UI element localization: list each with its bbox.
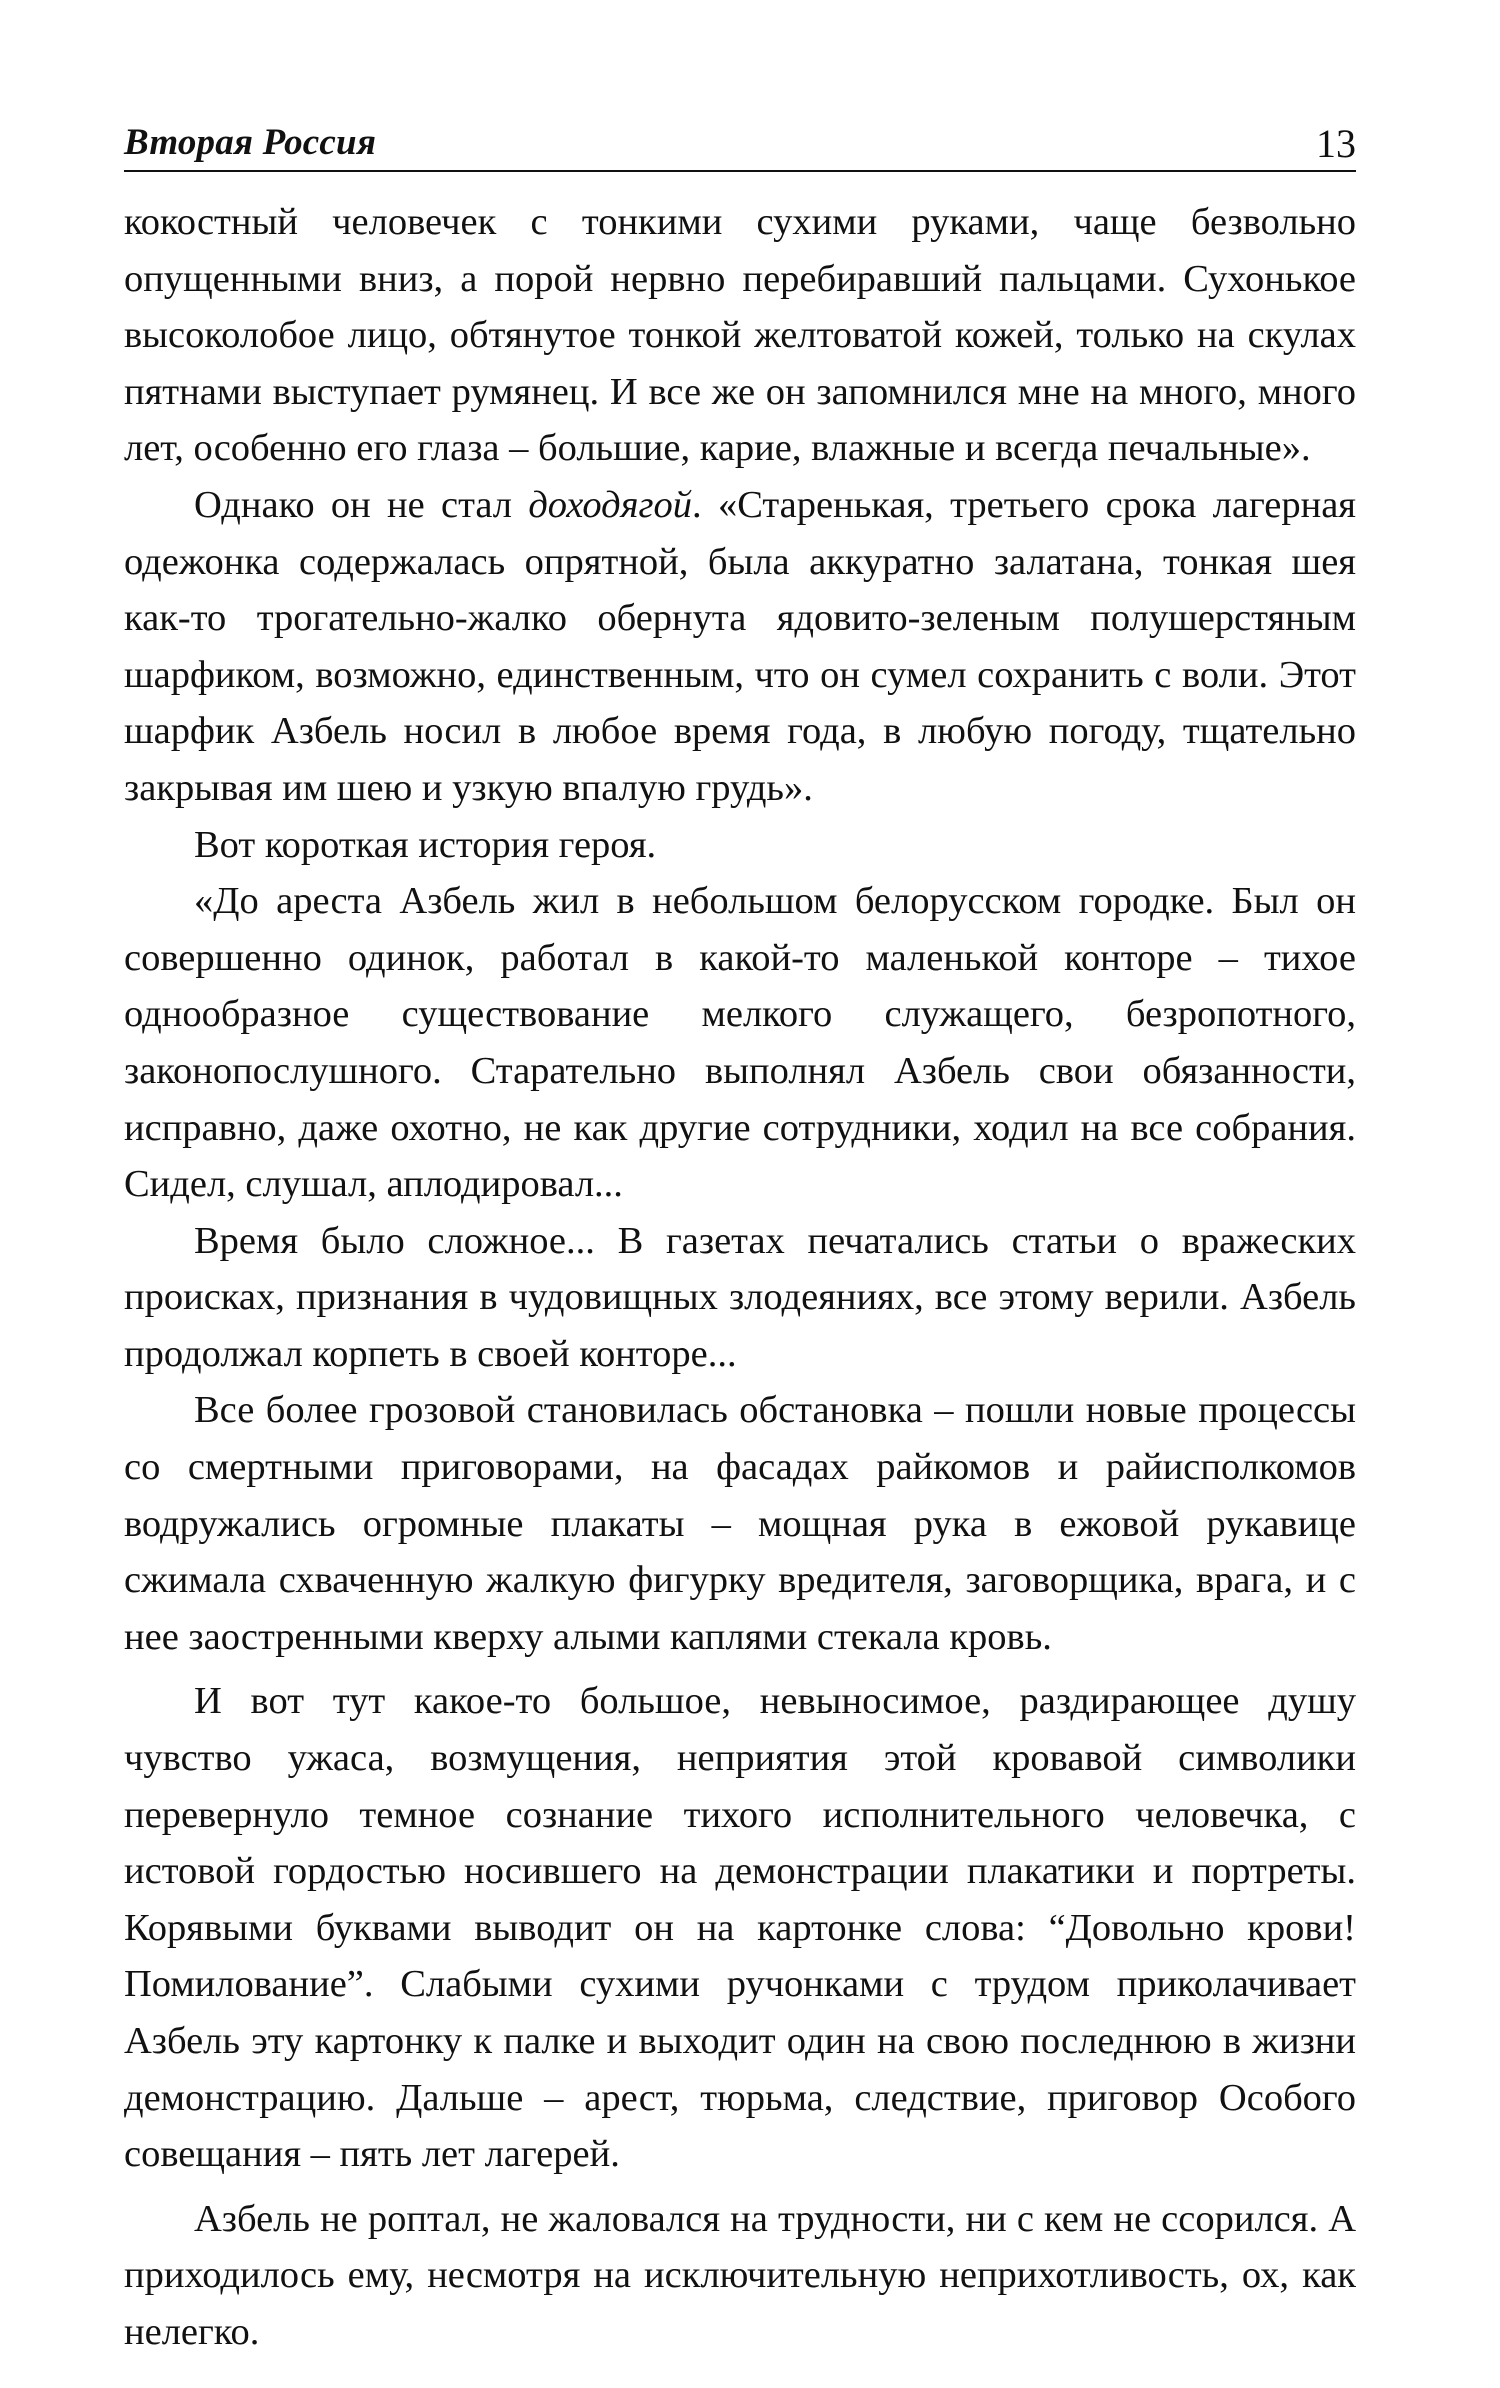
paragraph-1: кокостный человечек с тонкими сухими руками, чаще безвольно опущенными вниз, а порой нервно перебиравший пальцами. Сухонькое высоколобое лицо, обтянутое тонкой желтоватой кожей, только на скулах пятнами выступает румянец. И все же он запомнился мне на много, много лет, особенно его глаза – большие, карие, влажные и всегда печальные». [124, 201, 1356, 470]
paragraph-6: Все более грозовой становилась обстановка – пошли новые процессы со смертными приговорами, на фасадах райкомов и райисполкомов водружались огромные плакаты – мощная рука в ежовой рукавице сжимала схваченную жалкую фигурку вредителя, заговорщика, врага, и с нее заостренными кверху алыми каплями стекала кровь. [124, 1389, 1356, 1658]
paragraph-2-rest: . «Старенькая, третьего срока лагерная одежонка содержалась опрятной, была аккуратно залатана, тонкая шея как-то трогательно-жалко обернута ядовито-зеленым полушерстяным шарфиком, возможно, единственным, что он сумел сохранить с воли. Этот шарфик Азбель носил в любое время года, в любую погоду, тщательно закрывая им шею и узкую впалую грудь». [124, 483, 1356, 809]
paragraph-2-start: Однако он не стал [194, 483, 529, 526]
page-number: 13 [1316, 121, 1356, 166]
paragraph-2 [124, 477, 1356, 817]
paragraph-2-emphasis: доходягой [528, 483, 693, 526]
body-text [124, 194, 1356, 2361]
running-head [124, 100, 1356, 172]
book-page [124, 100, 1356, 2361]
paragraph-4: «До ареста Азбель жил в небольшом белорусском городке. Был он совершенно одинок, работал в какой-то маленькой конторе – тихое однообразное существование мелкого служащего, безропотного, законопослушного. Старательно выполнял Азбель свои обязанности, исправно, даже охотно, не как другие сотрудники, ходил на все собрания. Сидел, слушал, аплодировал... [124, 880, 1356, 1206]
paragraph-5: Время было сложное... В газетах печатались статьи о вражеских происках, признания в чудовищных злодеяниях, все этому верили. Азбель продолжал корпеть в своей конторе... [124, 1219, 1356, 1375]
paragraph-3: Вот короткая история героя. [194, 823, 657, 866]
paragraph-7: И вот тут какое-то большое, невыносимое, раздирающее душу чувство ужаса, возмущения, неприятия этой кровавой символики перевернуло темное сознание тихого исполнительного человечка, с истовой гордостью носившего на демонстрации плакатики и портреты. Корявыми буквами выводит он на картонке слова: “Довольно крови! Помилование”. Слабыми сухими ручонками с трудом приколачивает Азбель эту картонку к палке и выходит один на свою последнюю в жизни демонстрацию. Дальше – арест, тюрьма, следствие, приговор Особого совещания – пять лет лагерей. [124, 1680, 1356, 2176]
paragraph-8: Азбель не роптал, не жаловался на трудности, ни с кем не ссорился. А приходилось ему, несмотря на исключительную неприхотливость, ох, как нелегко. [124, 2197, 1356, 2353]
running-title: Вторая Россия [124, 122, 377, 163]
